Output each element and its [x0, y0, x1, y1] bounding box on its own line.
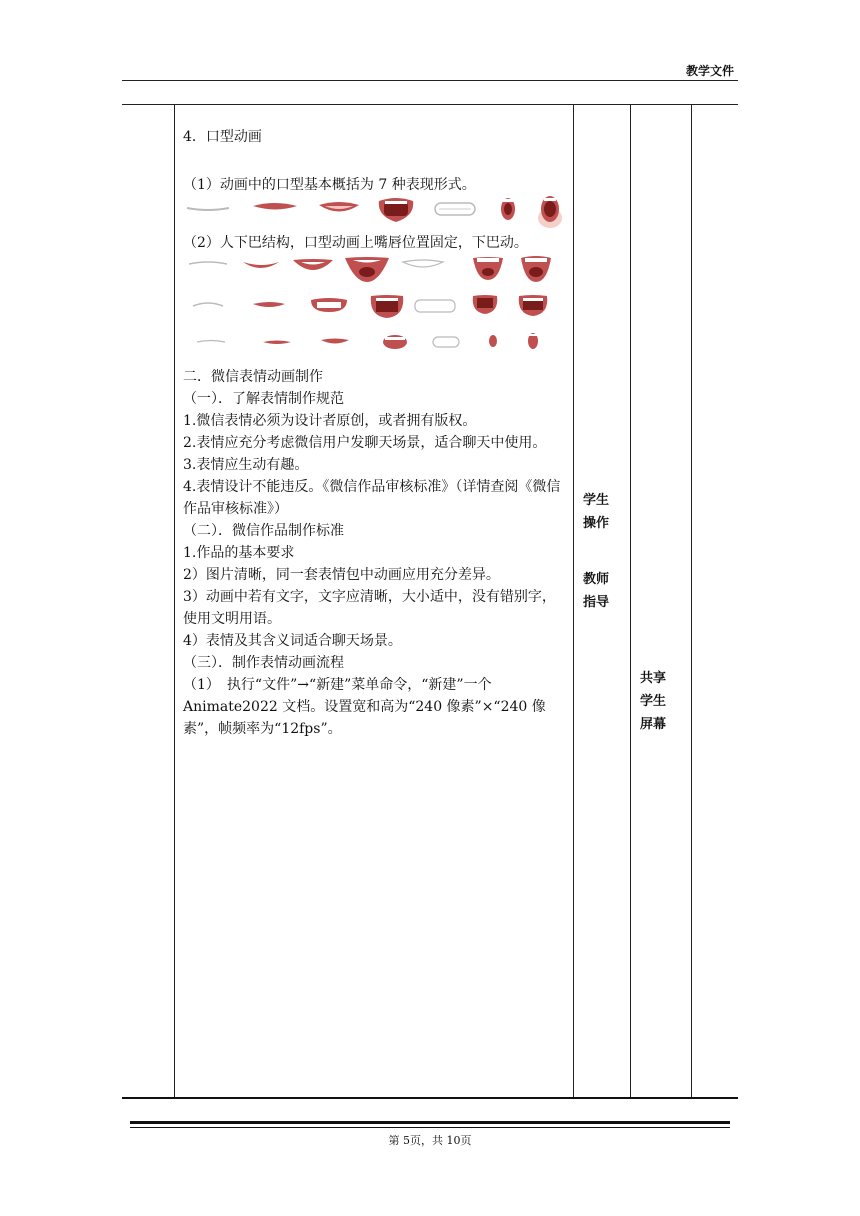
paragraph-list — [183, 366, 568, 740]
header-label: 教学文件 — [686, 64, 735, 78]
paragraph: 1.作品的基本要求 — [183, 545, 295, 561]
col3-line3: 教师 — [583, 572, 610, 587]
col3-line2: 操作 — [583, 516, 610, 531]
section-title: 4．口型动画 — [183, 129, 262, 145]
table-top-border — [122, 104, 738, 105]
paragraph: （二）．微信作品制作标准 — [183, 523, 344, 539]
col4-line3: 屏幕 — [640, 717, 667, 732]
lesson-content — [183, 126, 568, 740]
table-col-divider-1 — [174, 104, 175, 1098]
jaw-intro: （2）人下巴结构，口型动画上嘴唇位置固定，下巴动。 — [183, 235, 528, 251]
paragraph: 3）动画中若有文字，文字应清晰，大小适中，没有错别字，使用文明用语。 — [183, 589, 556, 627]
paragraph: 4）表情及其含义词适合聊天场景。 — [183, 633, 402, 649]
col3-line1: 学生 — [583, 493, 610, 508]
paragraph: 2.表情应充分考虑微信用户发聊天场景，适合聊天中使用。 — [183, 435, 547, 451]
share-screen-column — [640, 667, 666, 736]
footer-rule-thin — [130, 1127, 730, 1128]
col4-line1: 共享 — [640, 671, 667, 686]
paragraph: （一）．了解表情制作规范 — [183, 391, 344, 407]
paragraph: 2）图片清晰，同一套表情包中动画应用充分差异。 — [183, 567, 500, 583]
paragraph: （1） 执行“文件”→“新建”菜单命令，“新建”一个 Animate2022 文档。设置宽和高为“240 像素”×“240 像素”，帧频率为“12fps”。 — [183, 677, 546, 737]
table-col-divider-2 — [573, 104, 574, 1098]
table-bottom-border — [122, 1097, 738, 1099]
col4-line2: 学生 — [640, 694, 667, 709]
paragraph: 二．微信表情动画制作 — [183, 369, 323, 385]
footer-rule-thick — [130, 1121, 730, 1124]
mouth-variations-illustration — [183, 254, 568, 366]
col3-line4: 指导 — [583, 595, 610, 610]
paragraph: 1.微信表情必须为设计者原创，或者拥有版权。 — [183, 413, 477, 429]
paragraph: 3.表情应生动有趣。 — [183, 457, 309, 473]
paragraph: 4.表情设计不能违反。《微信作品审核标准》（详情查阅《微信作品审核标准》） — [183, 479, 561, 517]
table-col-divider-4 — [691, 104, 692, 1098]
paragraph: （三）．制作表情动画流程 — [183, 655, 344, 671]
mouth-shapes-illustration — [183, 196, 568, 232]
page-number: 第 5页，共 10页 — [388, 1134, 472, 1147]
mouth-intro: （1）动画中的口型基本概括为 7 种表现形式。 — [183, 177, 476, 193]
student-teacher-column — [583, 489, 609, 614]
table-col-divider-3 — [630, 104, 631, 1098]
header-rule — [122, 80, 738, 81]
